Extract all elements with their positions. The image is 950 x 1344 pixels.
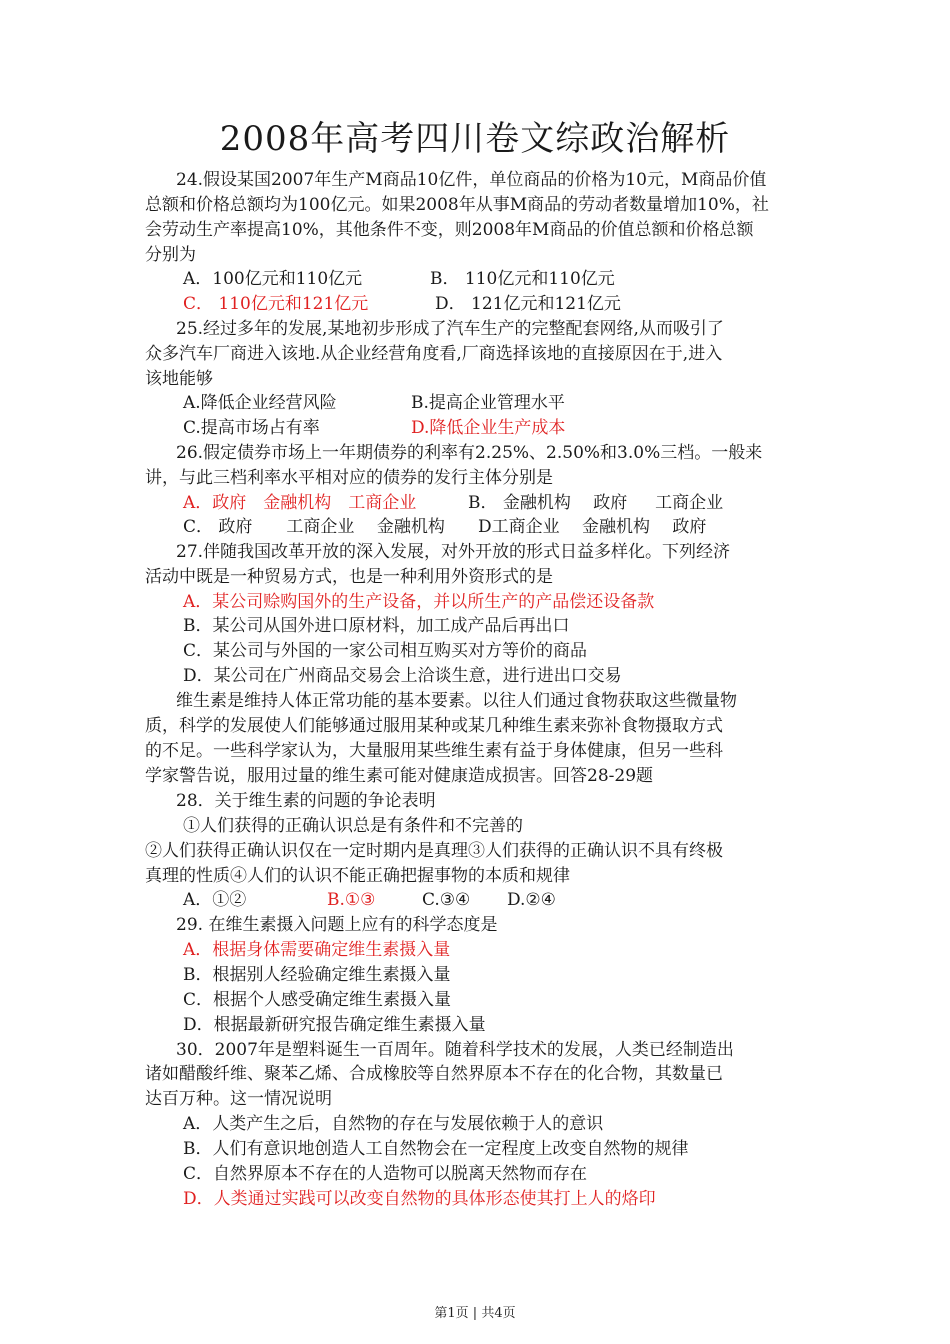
q29-option-a-answer: A．根据身体需要确定维生素摄入量 [183, 940, 451, 960]
q24-option-c-answer: C． 110亿元和121亿元 [183, 294, 369, 314]
q30-option-a: A．人类产生之后，自然物的存在与发展依赖于人的意识 [183, 1114, 604, 1134]
q30-stem-line-2: 诸如醋酸纤维、聚苯乙烯、合成橡胶等自然界原本不存在的化合物，其数量已 [145, 1064, 723, 1084]
q25-option-b: B.提高企业管理水平 [411, 393, 565, 413]
q26-option-b: B． 金融机构 政府 工商企业 [468, 493, 724, 513]
q24-stem-line-3: 会劳动生产率提高10%，其他条件不变，则2008年M商品的价值总额和价格总额 [145, 220, 754, 240]
q24-option-b: B． 110亿元和110亿元 [430, 269, 615, 289]
q28-option-a: A．①② [183, 890, 247, 910]
q28-option-c: C.③④ [422, 890, 471, 910]
material-line-4: 学家警告说，服用过量的维生素可能对健康造成损害。回答28-29题 [145, 766, 654, 786]
q26-option-a-answer: A．政府 金融机构 工商企业 [183, 493, 417, 513]
q24-option-d: D． 121亿元和121亿元 [435, 294, 621, 314]
q29-option-c: C．根据个人感受确定维生素摄入量 [183, 990, 452, 1010]
q29-option-b: B．根据别人经验确定维生素摄入量 [183, 965, 451, 985]
q24-stem-line-4: 分别为 [145, 245, 196, 265]
q29-option-d: D．根据最新研究报告确定维生素摄入量 [183, 1015, 486, 1035]
q24-stem-line-2: 总额和价格总额均为100亿元。如果2008年从事M商品的劳动者数量增加10%，社 [145, 195, 769, 215]
q28-statement-2: ②人们获得正确认识仅在一定时期内是真理③人们获得的正确认识不具有终极 [145, 841, 723, 861]
q28-statement-3: 真理的性质④人们的认识不能正确把握事物的本质和规律 [145, 866, 570, 886]
q28-statement-1: ①人们获得的正确认识总是有条件和不完善的 [183, 816, 523, 836]
q25-option-a: A.降低企业经营风险 [183, 393, 337, 413]
q27-option-a-answer: A．某公司赊购国外的生产设备，并以所生产的产品偿还设备款 [183, 592, 655, 612]
q28-stem: 28．关于维生素的问题的争论表明 [176, 791, 436, 811]
q29-stem: 29. 在维生素摄入问题上应有的科学态度是 [176, 915, 498, 935]
q27-option-c: C．某公司与外国的一家公司相互购买对方等价的商品 [183, 641, 588, 661]
q24-stem-line-1: 24.假设某国2007年生产M商品10亿件，单位商品的价格为10元，M商品价值 [176, 170, 767, 190]
q27-option-b: B．某公司从国外进口原材料，加工成产品后再出口 [183, 616, 570, 636]
q27-stem-line-1: 27.伴随我国改革开放的深入发展，对外开放的形式日益多样化。下列经济 [176, 542, 731, 562]
q25-option-d-answer: D.降低企业生产成本 [411, 418, 566, 438]
q26-stem-line-2: 讲，与此三档利率水平相对应的债券的发行主体分别是 [145, 468, 553, 488]
q28-option-d: D.②④ [507, 890, 556, 910]
q30-option-b: B．人们有意识地创造人工自然物会在一定程度上改变自然物的规律 [183, 1139, 689, 1159]
q26-option-d: D工商企业 金融机构 政府 [478, 517, 707, 537]
q26-stem-line-1: 26.假定债券市场上一年期债券的利率有2.25%、2.50%和3.0%三档。一般来 [176, 443, 763, 463]
page-title: 2008年高考四川卷文综政治解析 [219, 119, 731, 159]
q30-option-c: C．自然界原本不存在的人造物可以脱离天然物而存在 [183, 1164, 588, 1184]
q30-option-d-answer: D．人类通过实践可以改变自然物的具体形态使其打上人的烙印 [183, 1189, 656, 1209]
q24-option-a: A．100亿元和110亿元 [183, 269, 363, 289]
q26-option-c: C． 政府 工商企业 金融机构 [183, 517, 445, 537]
material-line-3: 的不足。一些科学家认为，大量服用某些维生素有益于身体健康，但另一些科 [145, 741, 723, 761]
q25-stem-line-3: 该地能够 [145, 369, 213, 389]
q28-option-b-answer: B.①③ [327, 890, 376, 910]
page-footer: 第1页 | 共4页 [434, 1306, 516, 1321]
q25-stem-line-1: 25.经过多年的发展,某地初步形成了汽车生产的完整配套网络,从而吸引了 [176, 319, 724, 339]
q30-stem-line-3: 达百万种。这一情况说明 [145, 1089, 332, 1109]
q27-option-d: D．某公司在广州商品交易会上洽谈生意，进行进出口交易 [183, 666, 622, 686]
q25-stem-line-2: 众多汽车厂商进入该地.从企业经营角度看,厂商选择该地的直接原因在于,进入 [145, 344, 723, 364]
q30-stem-line-1: 30．2007年是塑料诞生一百周年。随着科学技术的发展，人类已经制造出 [176, 1040, 734, 1060]
q27-stem-line-2: 活动中既是一种贸易方式，也是一种利用外资形式的是 [145, 567, 553, 587]
q25-option-c: C.提高市场占有率 [183, 418, 320, 438]
material-line-2: 质，科学的发展使人们能够通过服用某种或某几种维生素来弥补食物摄取方式 [145, 716, 723, 736]
material-line-1: 维生素是维持人体正常功能的基本要素。以往人们通过食物获取这些微量物 [176, 691, 737, 711]
